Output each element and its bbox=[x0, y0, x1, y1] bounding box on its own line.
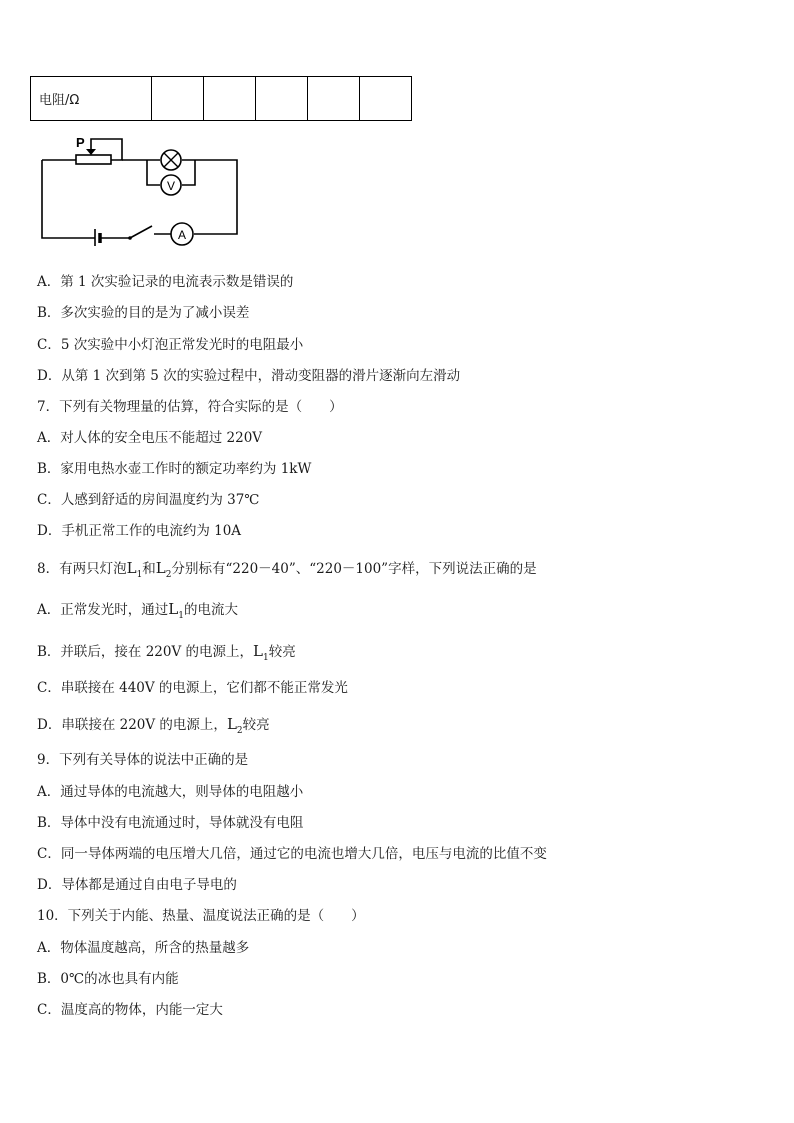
subscript: 2 bbox=[165, 570, 172, 580]
circuit-diagram bbox=[36, 131, 246, 246]
q8-stem-post: 分别标有“220－40”、“220－100”字样，下列说法正确的是 bbox=[171, 561, 537, 577]
table-cell bbox=[152, 77, 204, 121]
q8-option-d bbox=[37, 715, 270, 736]
lamp-name: L bbox=[126, 559, 137, 577]
q7-option-d: D．手机正常工作的电流约为 10A bbox=[37, 523, 242, 539]
circuit-wire bbox=[42, 160, 95, 238]
q8-option-b bbox=[37, 642, 296, 663]
q8-option-d-pre: D．串联接在 220V 的电源上， bbox=[37, 717, 227, 733]
lamp-name: L bbox=[226, 715, 237, 733]
table-cell bbox=[360, 77, 412, 121]
circuit-wire bbox=[194, 160, 237, 234]
q10-option-a: A．物体温度越高，所含的热量越多 bbox=[37, 940, 250, 956]
q8-stem bbox=[37, 559, 537, 580]
q10-stem: 10．下列关于内能、热量、温度说法正确的是（ ） bbox=[37, 908, 365, 924]
voltmeter-label: V bbox=[166, 179, 176, 193]
circuit-wire bbox=[147, 160, 160, 185]
q7-stem: 7．下列有关物理量的估算，符合实际的是（ ） bbox=[37, 399, 343, 415]
slider-arrow bbox=[86, 149, 96, 155]
lamp-name: L bbox=[155, 559, 166, 577]
table-cell bbox=[256, 77, 308, 121]
q9-option-a: A．通过导体的电流越大，则导体的电阻越小 bbox=[37, 784, 304, 800]
q8-option-a-pre: A．正常发光时，通过 bbox=[37, 602, 169, 618]
table-cell bbox=[308, 77, 360, 121]
q8-option-b-post: 较亮 bbox=[268, 644, 296, 660]
q6-option-a: A．第 1 次实验记录的电流表示数是错误的 bbox=[37, 274, 294, 290]
q10-option-b: B．0℃的冰也具有内能 bbox=[37, 971, 179, 987]
q7-option-b: B．家用电热水壶工作时的额定功率约为 1kW bbox=[37, 461, 312, 477]
q6-option-b: B．多次实验的目的是为了减小误差 bbox=[37, 305, 250, 321]
q9-option-c: C．同一导体两端的电压增大几倍，通过它的电流也增大几倍，电压与电流的比值不变 bbox=[37, 846, 547, 862]
switch-blade bbox=[130, 226, 152, 238]
q8-option-a bbox=[37, 600, 238, 621]
conjunction: 和 bbox=[142, 561, 156, 577]
subscript: 1 bbox=[136, 570, 143, 580]
q6-option-d: D．从第 1 次到第 5 次的实验过程中，滑动变阻器的滑片逐渐向左滑动 bbox=[37, 368, 461, 384]
q8-option-d-post: 较亮 bbox=[242, 717, 270, 733]
subscript: 1 bbox=[263, 653, 269, 663]
ammeter-label: A bbox=[177, 228, 187, 242]
table-row-label: 电阻/Ω bbox=[31, 77, 152, 121]
q8-option-b-pre: B．并联后，接在 220V 的电源上， bbox=[37, 644, 254, 660]
q9-option-b: B．导体中没有电流通过时，导体就没有电阻 bbox=[37, 815, 304, 831]
q9-option-d: D．导体都是通过自由电子导电的 bbox=[37, 877, 237, 893]
resistance-table bbox=[30, 76, 412, 121]
table-cell bbox=[204, 77, 256, 121]
subscript: 2 bbox=[236, 726, 243, 736]
q8-option-a-post: 的电流大 bbox=[183, 602, 238, 618]
table-row bbox=[31, 77, 412, 121]
q6-option-c: C．5 次实验中小灯泡正常发光时的电阻最小 bbox=[37, 337, 304, 353]
circuit-wire bbox=[182, 160, 195, 185]
q9-stem: 9．下列有关导体的说法中正确的是 bbox=[37, 752, 249, 768]
lamp-name: L bbox=[168, 600, 179, 618]
subscript: 1 bbox=[178, 611, 184, 621]
rheostat-body bbox=[76, 155, 111, 164]
q10-option-c: C．温度高的物体，内能一定大 bbox=[37, 1002, 223, 1018]
q8-option-c: C．串联接在 440V 的电源上，它们都不能正常发光 bbox=[37, 680, 348, 696]
q7-option-c: C．人感到舒适的房间温度约为 37℃ bbox=[37, 492, 260, 508]
q7-option-a: A．对人体的安全电压不能超过 220V bbox=[37, 430, 263, 446]
q8-stem-pre: 8．有两只灯泡 bbox=[37, 561, 127, 577]
lamp-name: L bbox=[253, 642, 263, 660]
slider-label: P bbox=[76, 135, 85, 150]
